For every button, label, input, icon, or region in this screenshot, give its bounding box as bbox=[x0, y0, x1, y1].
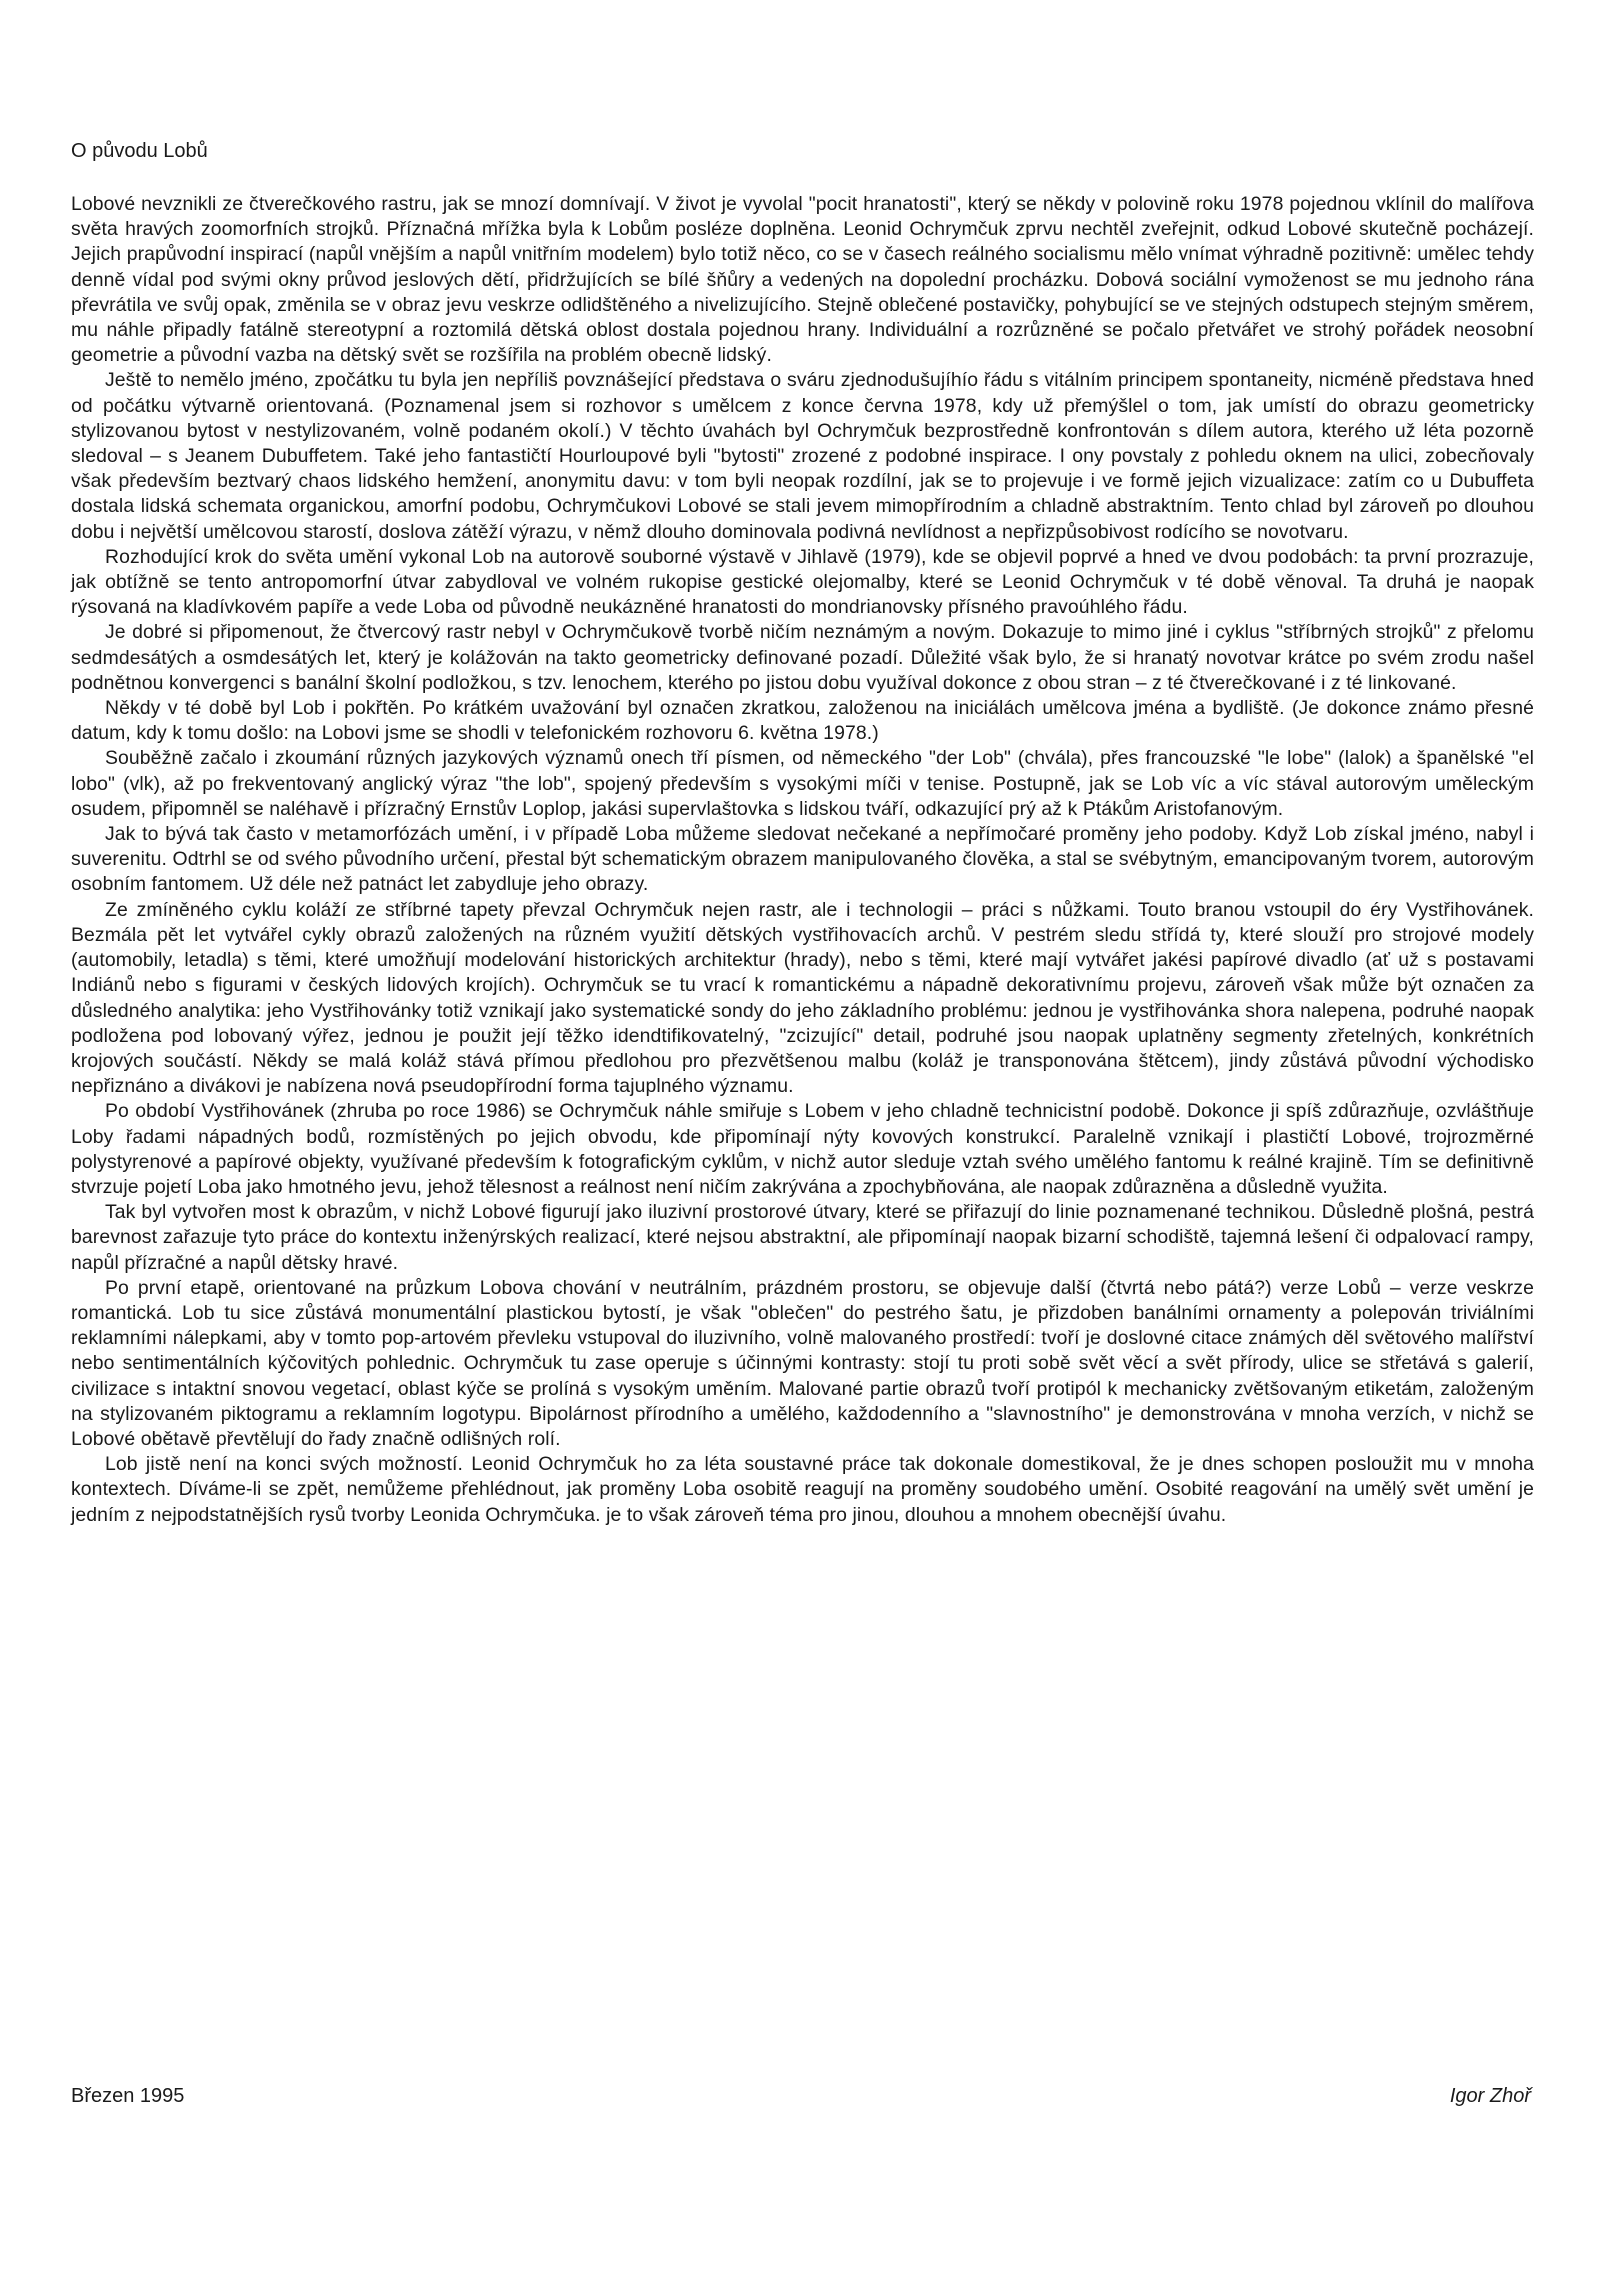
paragraph: Lob jistě není na konci svých možností. Leonid Ochrymčuk ho za léta soustavné práce tak dokonale domestikoval, že je dnes schopen posloužit mu v mnoha kontextech. Díváme-li se zpět, nemůžeme přehlédnout, jak proměny Loba osobitě reagují na proměny soudobého umění. Osobité reagování na umělý svět umění je jedním z nejpodstatnějších rysů tvorby Leonida Ochrymčuka. je to však zároveň téma pro jinou, dlouhou a mnohem obecnější úvahu. bbox=[71, 1453, 1534, 1526]
paragraph: Lobové nevznikli ze čtverečkového rastru, jak se mnozí domnívají. V život je vyvolal "pocit hranatosti", který se někdy v polovině roku 1978 pojednou vklínil do malířova světa hravých zoomorfních strojků. Příznačná mřížka byla k Lobům posléze doplněna. Leonid Ochrymčuk zprvu nechtěl zveřejnit, odkud Lobové skutečně pocházejí. Jejich prapůvodní inspirací (napůl vnějším a napůl vnitřním modelem) bylo totiž něco, co se v časech reálného socialismu mělo vnímat výhradně pozitivně: umělec tehdy denně vídal pod svými okny průvod jeslových dětí, přidržujících se bílé šňůry a vedených na dopolední procházku. Dobová sociální vymoženost se mu jednoho rána převrátila ve svůj opak, změnila se v obraz jevu veskrze odlidštěného a nivelizujícího. Stejně oblečené postavičky, pohybující se ve stejných odstupech stejným směrem, mu náhle připadly fatálně stereotypní a roztomilá dětská oblost dostala pojednou hrany. Individuální a rozrůzněné se počalo přetvářet ve strohý pořádek neosobní geometrie a původní vazba na dětský svět se rozšířila na problém obecně lidský. bbox=[71, 193, 1534, 367]
paragraph: Ještě to nemělo jméno, zpočátku tu byla jen nepříliš povznášející představa o sváru zjednodušujíhío řádu s vitálním principem spontaneity, nicméně představa hned od počátku výtvarně orientovaná. (Poznamenal jsem si rozhovor s umělcem z konce června 1978, kdy už přemýšlel o tom, jak umístí do obrazu geometricky stylizovanou bytost v nestylizovaném, volně podaném okolí.) V těchto úvahách byl Ochrymčuk bezprostředně konfrontován s dílem autora, kterého už léta pozorně sledoval – s Jeanem Dubuffetem. Také jeho fantastičtí Hourloupové byli "bytosti" zrozené z podobné inspirace. I ony povstaly z pohledu oknem na ulici, zobecňovaly však především beztvarý chaos lidského hemžení, anonymitu davu: v tom byli neopak rozdílní, jak se to projevuje i ve formě jejich vizualizace: zatím co u Dubuffeta dostala lidská schemata organickou, amorfní podobu, Ochrymčukovi Lobové se stali jevem mimopřírodním a chladně abstraktním. Tento chlad byl zároveň po dlouhou dobu i největší umělcovou starostí, doslova zátěží výrazu, v němž dlouho dominovala podivná nevlídnost a nepřizpůsobivost rodícího se novotvaru. bbox=[71, 369, 1534, 543]
article bbox=[71, 138, 1534, 1528]
paragraph: Někdy v té době byl Lob i pokřtěn. Po krátkém uvažování byl označen zkratkou, založenou na iniciálách umělcova jména a bydliště. (Je dokonce známo přesné datum, kdy k tomu došlo: na Lobovi jsme se shodli v telefonickém rozhovoru 6. května 1978.) bbox=[71, 697, 1534, 745]
article-title: O původu Lobů bbox=[71, 140, 208, 162]
paragraph: Rozhodující krok do světa umění vykonal Lob na autorově souborné výstavě v Jihlavě (1979), kde se objevil poprvé a hned ve dvou podobách: ta první prozrazuje, jak obtížně se tento antropomorfní útvar zabydloval ve volném rukopise gestické olejomalby, které se Leonid Ochrymčuk v té době věnoval. Ta druhá je naopak rýsovaná na kladívkovém papíře a vede Loba od původně neukázněné hranatosti do mondrianovsky přísného pravoúhlého řádu. bbox=[71, 545, 1534, 619]
paragraph: Ze zmíněného cyklu koláží ze stříbrné tapety převzal Ochrymčuk nejen rastr, ale i technologii – práci s nůžkami. Touto branou vstoupil do éry Vystřihovánek. Bezmála pět let vytvářel cykly obrazů založených na různém využití dětských vystřihovacích archů. V pestrém sledu střídá ty, které slouží pro strojové modely (automobily, letadla) s těmi, které umožňují modelování historických architektur (hrady), nebo s těmi, které mají vytvářet jakési papírové divadlo (ať už s postavami Indiánů nebo s figurami v českých lidových krojích). Ochrymčuk se tu vrací k romantickému a nápadně dekorativnímu projevu, zároveň však může být označen za důsledného analytika: jeho Vystřihovánky totiž vznikají jako systematické sondy do jeho základního problému: jednou je vystřihovánka shora nalepena, podruhé naopak podložena pod lobovaný výřez, jednou je použit její těžko idendtifikovatelný, "zcizující" detail, podruhé jsou naopak uplatněny segmenty zřetelných, konkrétních krojových součástí. Někdy se malá koláž stává přímou předlohou pro přezvětšenou malbu (koláž je transponována štětcem), jindy zůstává původní východisko nepřiznáno a divákovi je nabízena nová pseudopřírodní forma tajuplného významu. bbox=[71, 898, 1534, 1098]
paragraph: Po první etapě, orientované na průzkum Lobova chování v neutrálním, prázdném prostoru, se objevuje další (čtvrtá nebo pátá?) verze Lobů – verze veskrze romantická. Lob tu sice zůstává monumentální plastickou bytostí, je však "oblečen" do pestrého šatu, je přizdoben banálními ornamenty a polepován triviálními reklamními nálepkami, aby v tomto pop-artovém převleku vstupoval do iluzivního, volně malovaného prostředí: tvoří je doslovné citace známých děl světového malířství nebo sentimentálních kýčovitých pohlednic. Ochrymčuk tu zase operuje s účinnými kontrasty: stojí tu proti sobě svět věcí a svět přírody, ulice se střetává s galerií, civilizace s intaktní snovou vegetací, oblast kýče se prolíná s vysokým uměním. Malované partie obrazů tvoří protipól k mechanicky zvětšovaným etiketám, založeným na stylizovaném piktogramu a reklamním logotypu. Bipolárnost přírodního a umělého, každodenního a "slavnostního" je demonstrována v mnoha verzích, v nichž se Lobové obětavě převtělují do řady značně odlišných rolí. bbox=[71, 1276, 1534, 1450]
paragraph: Je dobré si připomenout, že čtvercový rastr nebyl v Ochrymčukově tvorbě ničím neznámým a novým. Dokazuje to mimo jiné i cyklus "stříbrných strojků" z přelomu sedmdesátých a osmdesátých let, který je kolážován na takto geometricky definované pozadí. Důležité však bylo, že si hranatý novotvar krátce po svém zrodu našel podnětnou konvergenci s banální školní podložkou, s tzv. lenochem, kterého po jistou dobu využíval dokonce z obou stran – z té čtverečkované i z té linkované. bbox=[71, 621, 1534, 694]
paragraph: Jak to bývá tak často v metamorfózách umění, i v případě Loba můžeme sledovat nečekané a nepřímočaré proměny jeho podoby. Když Lob získal jméno, nabyl i suverenitu. Odtrhl se od svého původního určení, přestal být schematickým obrazem manipulovaného člověka, a stal se svébytným, emancipovaným tvorem, autorovým osobním fantomem. Už déle než patnáct let zabydluje jeho obrazy. bbox=[71, 823, 1534, 896]
publication-date: Březen 1995 bbox=[71, 2085, 185, 2107]
article-body bbox=[71, 192, 1534, 1528]
author-signature: Igor Zhoř bbox=[1449, 2085, 1531, 2107]
paragraph: Tak byl vytvořen most k obrazům, v nichž Lobové figurují jako iluzivní prostorové útvary, které se přiřazují do linie poznamenané technikou. Důsledně plošná, pestrá barevnost zařazuje tyto práce do kontextu inženýrských realizací, které nejsou abstraktní, ale připomínají naopak bizarní schodiště, tajemná lešení či odpalovací rampy, napůl přízračné a napůl dětsky hravé. bbox=[71, 1201, 1534, 1274]
paragraph: Po období Vystřihovánek (zhruba po roce 1986) se Ochrymčuk náhle smiřuje s Lobem v jeho chladně technicistní podobě. Dokonce ji spíš zdůrazňuje, ozvláštňuje Loby řadami nápadných bodů, rozmístěných po jejich obvodu, kde připomínají nýty kovových konstrukcí. Paralelně vznikají i plastičtí Lobové, trojrozměrné polystyrenové a papírové objekty, využívané především k fotografickým cyklům, v nichž autor sleduje vztah svého umělého fantomu k reálné krajině. Tím se definitivně stvrzuje pojetí Loba jako hmotného jevu, jehož tělesnost a reálnost není ničím zakrývána a zpochybňována, ale naopak zdůrazněna a důsledně využita. bbox=[71, 1100, 1534, 1198]
paragraph: Souběžně začalo i zkoumání různých jazykových významů onech tří písmen, od německého "der Lob" (chvála), přes francouzské "le lobe" (lalok) a španělské "el lobo" (vlk), až po frekventovaný anglický výraz "the lob", spojený především s vysokými míči v tenise. Postupně, jak se Lob víc a víc stával autorovým uměleckým osudem, připomněl se naléhavě i přízračný Ernstův Loplop, jakási supervlaštovka s lidskou tváří, odkazující prý až k Ptákům Aristofanovým. bbox=[71, 747, 1534, 820]
